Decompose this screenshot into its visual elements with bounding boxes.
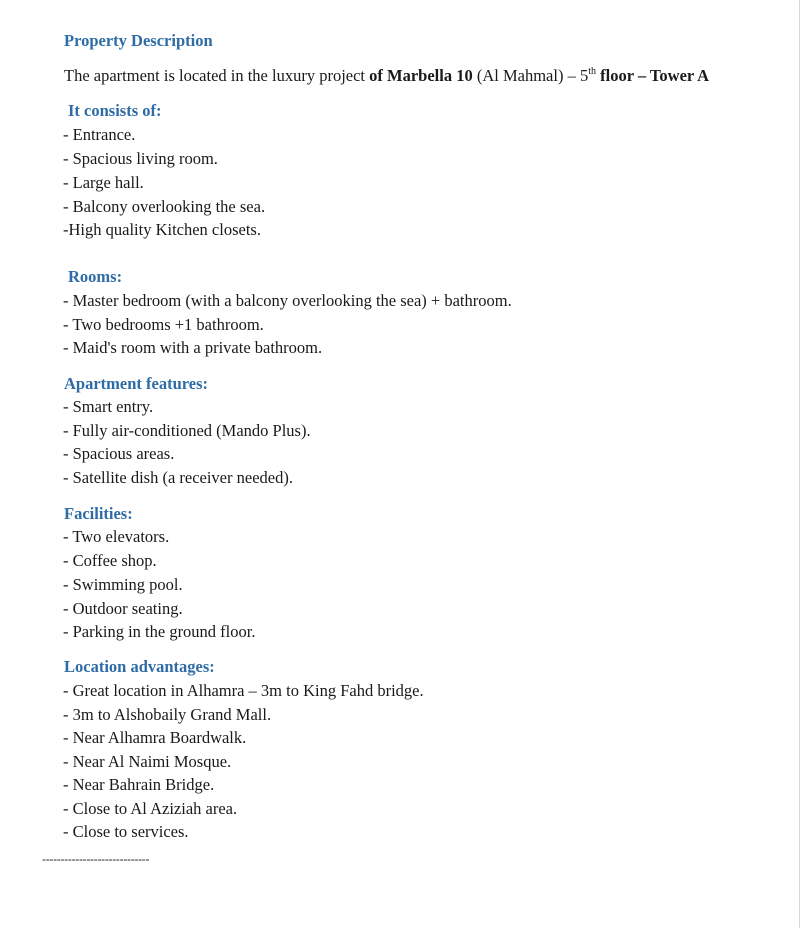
floor-tower: floor – Tower A — [595, 66, 710, 85]
section-heading-location: Location advantages: — [64, 657, 215, 676]
section-heading-consists: It consists of: — [68, 101, 162, 120]
list-item: - Near Al Naimi Mosque. — [63, 752, 232, 771]
list-item: - Spacious areas. — [63, 444, 175, 463]
dashed-divider: ----------------------------- — [42, 852, 150, 866]
list-item: - Smart entry. — [63, 397, 154, 416]
list-item: - Near Alhamra Boardwalk. — [63, 728, 247, 747]
list-item: - Satellite dish (a receiver needed). — [63, 468, 293, 487]
list-item: - Two bedrooms +1 bathroom. — [63, 315, 264, 334]
section-heading-facilities: Facilities: — [64, 504, 133, 523]
project-suffix: (Al Mahmal) – 5 — [472, 66, 589, 85]
list-item: - Large hall. — [63, 173, 144, 192]
list-item: - Balcony overlooking the sea. — [63, 197, 266, 216]
list-item: - Swimming pool. — [63, 575, 183, 594]
list-item: -High quality Kitchen closets. — [63, 220, 261, 239]
list-item: - 3m to Alshobaily Grand Mall. — [63, 705, 272, 724]
list-item: - Maid's room with a private bathroom. — [63, 338, 323, 357]
page-title: Property Description — [64, 31, 213, 50]
list-item: - Entrance. — [63, 125, 136, 144]
list-item: - Outdoor seating. — [63, 599, 183, 618]
list-item: - Great location in Alhamra – 3m to King Fahd bridge. — [63, 681, 424, 700]
list-item: - Coffee shop. — [63, 551, 157, 570]
list-item: - Spacious living room. — [63, 149, 218, 168]
floor-ordinal: th — [588, 65, 596, 77]
intro-text: The apartment is located in the luxury project — [64, 66, 370, 85]
list-item: - Master bedroom (with a balcony overlooking the sea) + bathroom. — [63, 291, 512, 310]
section-heading-features: Apartment features: — [64, 374, 209, 393]
list-item: - Near Bahrain Bridge. — [63, 775, 215, 794]
intro-paragraph — [64, 66, 709, 86]
list-item: - Fully air-conditioned (Mando Plus). — [63, 421, 311, 440]
list-item: - Two elevators. — [63, 527, 170, 546]
list-item: - Close to Al Aziziah area. — [63, 799, 238, 818]
section-heading-rooms: Rooms: — [68, 267, 123, 286]
list-item: - Close to services. — [63, 822, 189, 841]
project-name: of Marbella 10 — [369, 66, 473, 85]
list-item: - Parking in the ground floor. — [63, 622, 256, 641]
